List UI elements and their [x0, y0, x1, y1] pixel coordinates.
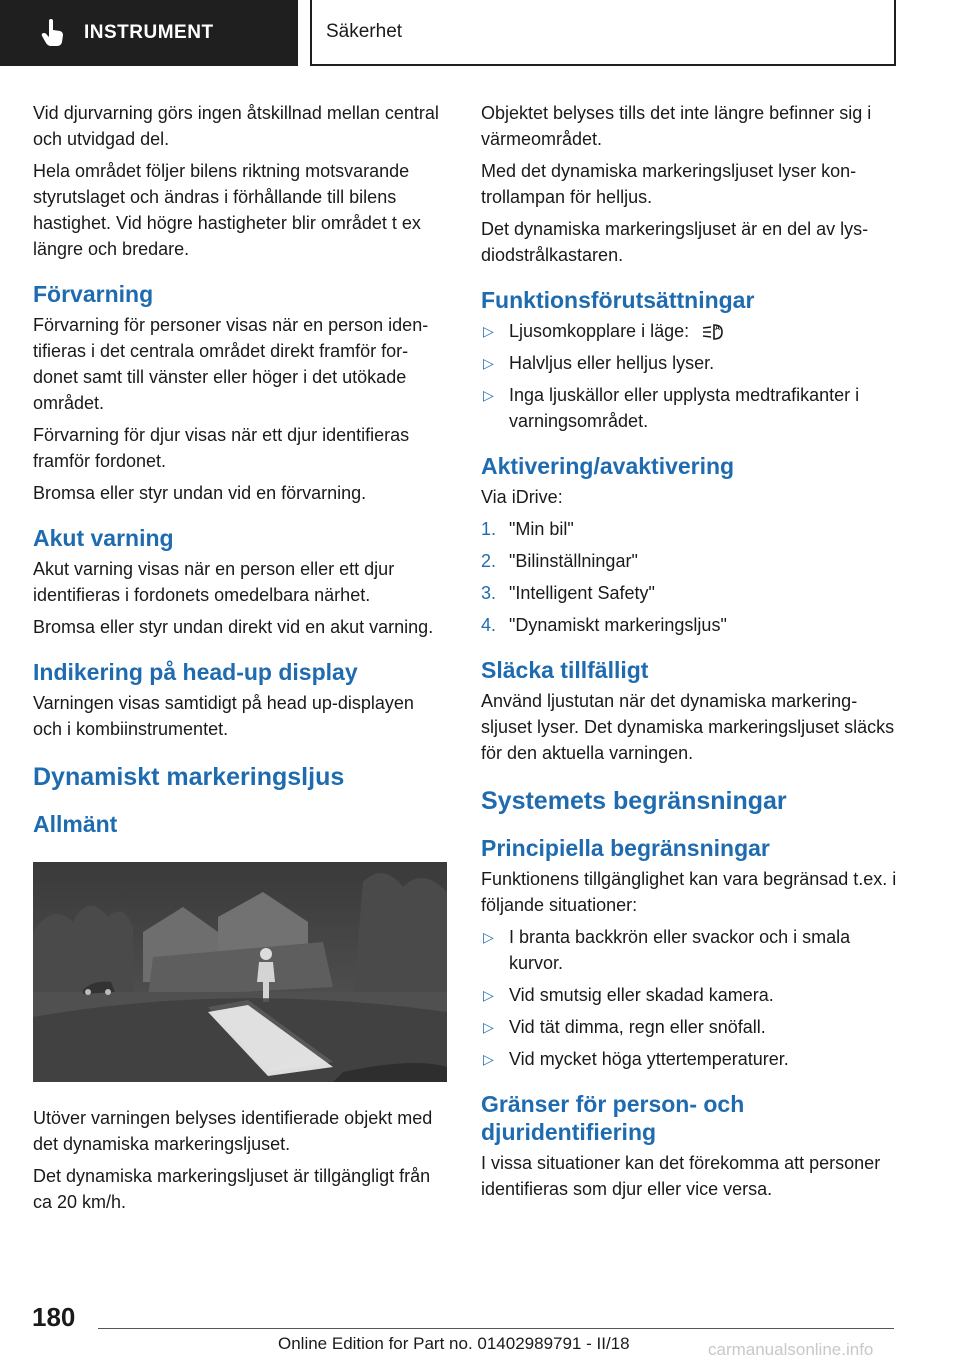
heading-funktionsforutsattningar: Funktionsförutsättningar [481, 287, 755, 313]
list-item-text: Inga ljuskällor eller upplysta medtrafikanter i varningsområdet. [509, 385, 860, 431]
requirements-list [481, 318, 901, 434]
section-title: Säkerhet [310, 0, 896, 66]
heading-systemets-begransningar: Systemets begränsningar [481, 787, 787, 815]
list-item-text: I branta backkrön eller svackor och i smala kurvor. [509, 927, 851, 973]
paragraph: Bromsa eller styr undan vid en förvarning. [33, 483, 367, 503]
idrive-steps [481, 516, 901, 638]
heading-slacka: Släcka tillfälligt [481, 657, 649, 683]
paragraph: Utöver varningen belyses identifierade objekt med det dynamiska markeringsljuset. [33, 1108, 433, 1154]
list-item-text: Vid mycket höga yttertemperaturer. [509, 1049, 789, 1069]
hand-pointer-icon [38, 18, 68, 48]
step-text: "Dynamiskt markeringsljus" [509, 615, 727, 635]
triangle-bullet-icon: ▷ [483, 387, 494, 403]
step-number: 1. [481, 519, 497, 539]
step-number: 3. [481, 583, 497, 603]
svg-text:A: A [715, 325, 721, 333]
list-item [481, 1014, 901, 1040]
triangle-bullet-icon: ▷ [483, 1019, 494, 1035]
paragraph: Förvarning för djur visas när ett djur identifieras framför fordonet. [33, 425, 410, 471]
auto-headlight-icon [700, 322, 726, 342]
night-road-illustration [33, 862, 447, 1082]
list-item-text: Ljusomkopplare i läge: [509, 321, 690, 341]
heading-forvarning: Förvarning [33, 281, 154, 307]
paragraph: Det dynamiska markeringsljuset är tillgängligt från ca 20 km/h. [33, 1166, 431, 1212]
list-item-text: Vid smutsig eller skadad kamera. [509, 985, 774, 1005]
heading-dynamiskt-markeringsljus: Dynamiskt markeringsljus [33, 763, 345, 791]
step-text: "Intelligent Safety" [509, 583, 655, 603]
paragraph: Använd ljustutan när det dynamiska markeringsljuset lyser. Det dynamiska markeringsljuset släcks för den aktuella varningen. [481, 691, 895, 763]
step-item [481, 548, 901, 574]
list-item [481, 382, 901, 434]
paragraph: Objektet belyses tills det inte längre befinner sig i värmeområdet. [481, 103, 872, 149]
paragraph: Hela området följer bilens riktning motsvarande styrutslaget och ändras i förhållande till bilens hastighet. Vid högre hastigheter blir området t ex längre och bredare. [33, 161, 421, 259]
paragraph: Med det dynamiska markeringsljuset lyser kontrollampan för helljus. [481, 161, 857, 207]
step-item [481, 612, 901, 638]
paragraph: Bromsa eller styr undan direkt vid en akut varning. [33, 617, 434, 637]
limitations-list [481, 924, 901, 1072]
paragraph: Vid djurvarning görs ingen åtskillnad mellan central och utvidgad del. [33, 103, 439, 149]
step-number: 4. [481, 615, 497, 635]
step-text: "Min bil" [509, 519, 574, 539]
triangle-bullet-icon: ▷ [483, 1051, 494, 1067]
page-header [0, 0, 960, 66]
watermark-site[interactable]: carmanualsonline.info [708, 1340, 874, 1359]
list-item-text: Halvljus eller helljus lyser. [509, 353, 715, 373]
heading-head-up-display: Indikering på head-up display [33, 659, 358, 685]
step-text: "Bilinställningar" [509, 551, 638, 571]
triangle-bullet-icon: ▷ [483, 355, 494, 371]
triangle-bullet-icon: ▷ [483, 323, 494, 339]
footer-divider [98, 1328, 894, 1329]
heading-aktivering: Aktivering/avaktivering [481, 453, 735, 479]
heading-akut-varning: Akut varning [33, 525, 174, 551]
list-item [481, 1046, 901, 1072]
paragraph: Förvarning för personer visas när en person identifieras i det centrala området direkt framför fordonet samt till vänster eller höger i det utökade området. [33, 315, 429, 413]
paragraph: I vissa situationer kan det förekomma att personer identifieras som djur eller vice versa. [481, 1153, 881, 1199]
list-item [481, 350, 901, 376]
right-column [481, 100, 901, 1208]
list-item [481, 318, 901, 344]
heading-granser: Gränser för person- och djuridentifiering [481, 1091, 745, 1145]
triangle-bullet-icon: ▷ [483, 929, 494, 945]
list-item [481, 924, 901, 976]
list-item [481, 982, 901, 1008]
triangle-bullet-icon: ▷ [483, 987, 494, 1003]
paragraph: Det dynamiska markeringsljuset är en del av lysdiodstrålkastaren. [481, 219, 869, 265]
paragraph: Varningen visas samtidigt på head up-displayen och i kombiinstrumentet. [33, 693, 414, 739]
paragraph: Via iDrive: [481, 487, 563, 507]
list-item-text: Vid tät dimma, regn eller snöfall. [509, 1017, 766, 1037]
edition-note: Online Edition for Part no. 01402989791 - II/18 [278, 1334, 630, 1353]
chapter-label: INSTRUMENT [84, 22, 214, 43]
left-column [33, 100, 443, 1221]
paragraph: Funktionens tillgänglighet kan vara begränsad t.ex. i följande situationer: [481, 869, 897, 915]
step-item [481, 580, 901, 606]
page-number: 180 [32, 1302, 76, 1332]
step-item [481, 516, 901, 542]
heading-principiella: Principiella begränsningar [481, 835, 770, 861]
chapter-tab[interactable] [0, 0, 298, 66]
heading-allmant: Allmänt [33, 811, 118, 837]
paragraph: Akut varning visas när en person eller ett djur identifieras i fordonets omedelbara närhet. [33, 559, 395, 605]
step-number: 2. [481, 551, 497, 571]
